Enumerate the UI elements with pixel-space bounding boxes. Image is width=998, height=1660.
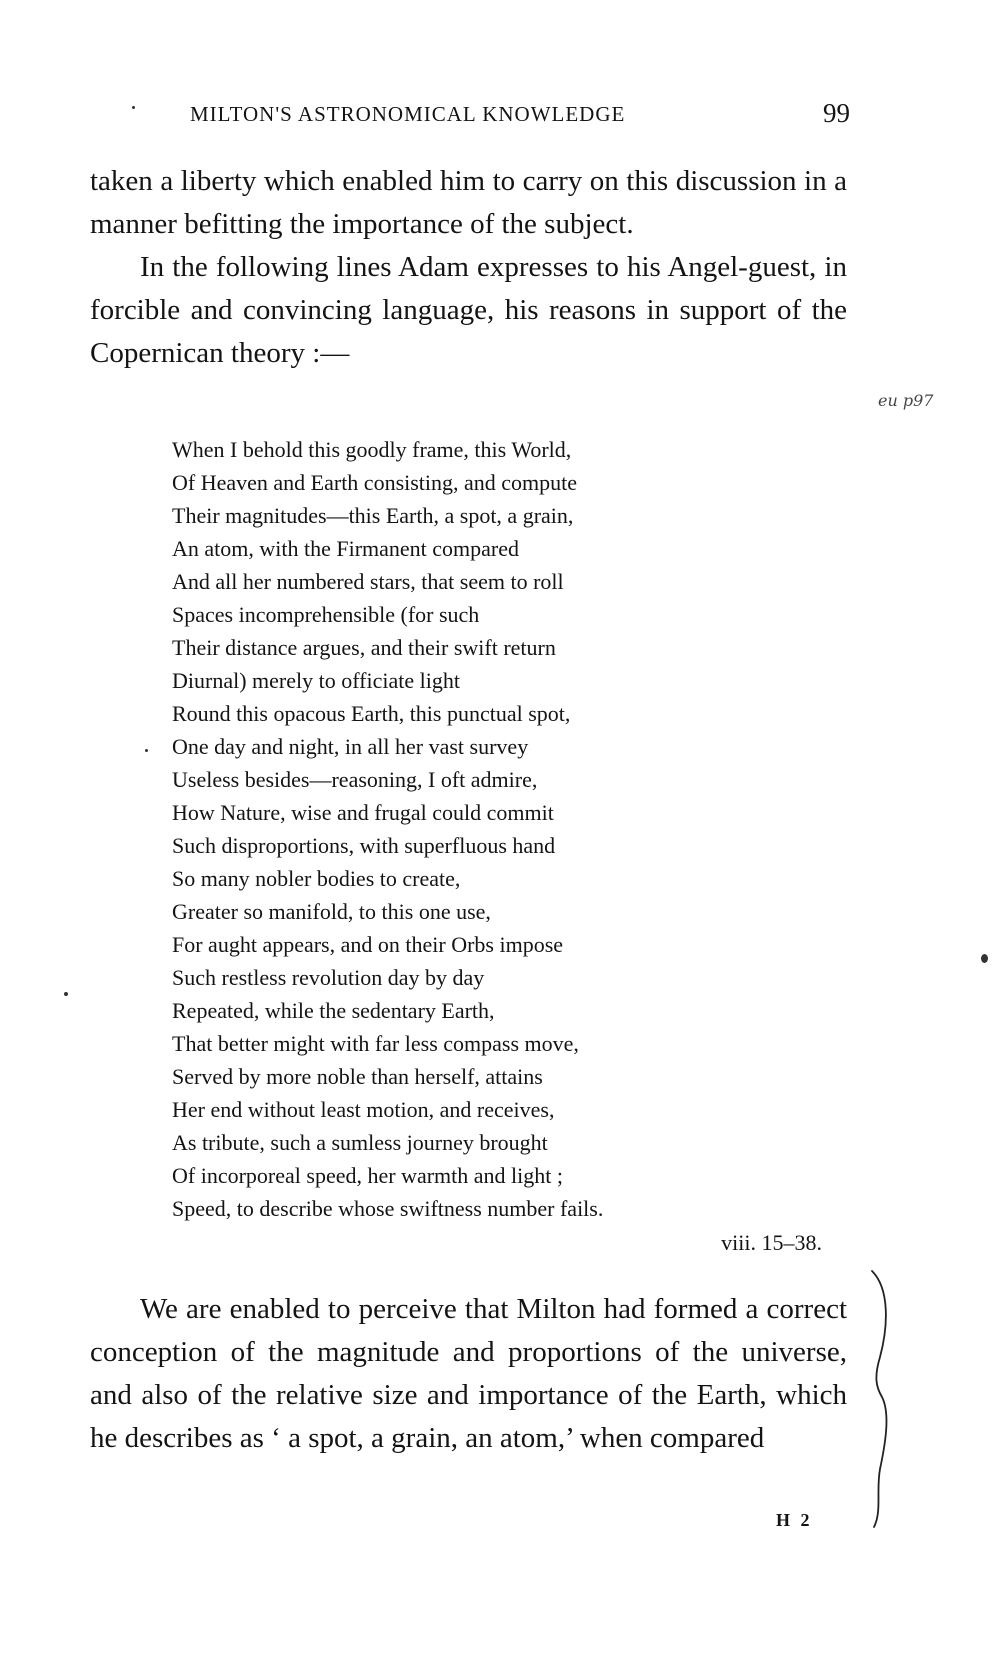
verse-line: That better might with far less compass move, xyxy=(172,1031,579,1056)
top-text-block xyxy=(90,160,847,375)
verse-line: Their magnitudes—this Earth, a spot, a grain, xyxy=(172,503,574,528)
verse-line: When I behold this goodly frame, this World, xyxy=(172,437,572,462)
running-head xyxy=(190,98,850,130)
dust-speck xyxy=(981,954,988,963)
verse-line: Their distance argues, and their swift return xyxy=(172,635,556,660)
verse-line: Of incorporeal speed, her warmth and light ; xyxy=(172,1163,563,1188)
bottom-text-block xyxy=(90,1288,847,1460)
verse-line: Round this opacous Earth, this punctual spot, xyxy=(172,701,571,726)
verse-line: For aught appears, and on their Orbs impose xyxy=(172,932,564,957)
paragraph-intro-quote: In the following lines Adam expresses to his Angel-guest, in forcible and convincing language, his reasons in support of the Copernican theory :— xyxy=(90,251,847,369)
verse-line: Repeated, while the sedentary Earth, xyxy=(172,998,495,1023)
verse-line: So many nobler bodies to create, xyxy=(172,866,461,891)
paragraph-conclusion: We are enabled to perceive that Milton had formed a correct conception of the magnitude and proportions of the universe, and also of the relative size and importance of the Earth, which he describes as ‘ a spot, a grain, an atom,’ when compared xyxy=(90,1293,847,1454)
verse-line: How Nature, wise and frugal could commit xyxy=(172,800,554,825)
margin-bracket-mark xyxy=(868,1265,928,1530)
verse-line: Speed, to describe whose swiftness number fails. xyxy=(172,1196,604,1221)
verse-line: Greater so manifold, to this one use, xyxy=(172,899,491,924)
page-number: 99 xyxy=(823,98,850,128)
verse-line: An atom, with the Firmanent compared xyxy=(172,536,520,561)
verse-line: Useless besides—reasoning, I oft admire, xyxy=(172,767,538,792)
verse-line: Diurnal) merely to officiate light xyxy=(172,668,460,693)
signature-mark: H 2 xyxy=(776,1510,813,1530)
dust-speck xyxy=(132,106,135,109)
verse-line: As tribute, such a sumless journey brought xyxy=(172,1130,548,1155)
verse-line: Served by more noble than herself, attains xyxy=(172,1064,543,1089)
verse-line: Such restless revolution day by day xyxy=(172,965,485,990)
dust-speck xyxy=(145,749,148,752)
verse-line: One day and night, in all her vast survey xyxy=(172,734,529,759)
running-title: MILTON'S ASTRONOMICAL KNOWLEDGE xyxy=(190,102,626,126)
margin-handwritten-note: eu p97 xyxy=(878,391,934,410)
paragraph-continuation: taken a liberty which enabled him to carry on this discussion in a manner befitting the importance of the subject. xyxy=(90,165,847,240)
verse-line: Of Heaven and Earth consisting, and compute xyxy=(172,470,578,495)
verse-line: Such disproportions, with superfluous hand xyxy=(172,833,556,858)
dust-speck xyxy=(64,992,68,996)
verse-line: Spaces incomprehensible (for such xyxy=(172,602,480,627)
verse-line: And all her numbered stars, that seem to roll xyxy=(172,569,564,594)
verse-line: Her end without least motion, and receives, xyxy=(172,1097,555,1122)
verse-quotation xyxy=(172,433,832,1225)
verse-citation: viii. 15–38. xyxy=(721,1230,822,1255)
